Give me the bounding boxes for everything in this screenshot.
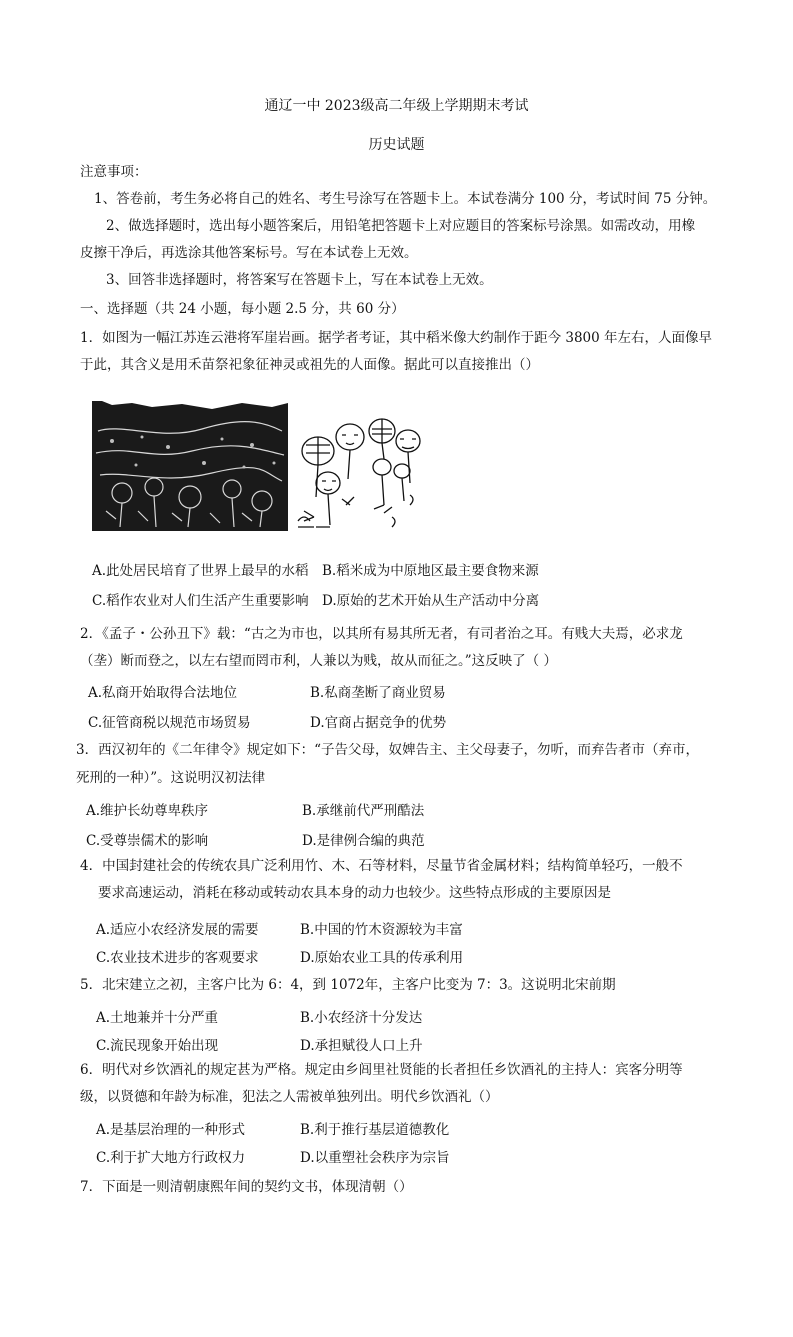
- question-text: 级，以贤德和年龄为标准，犯法之人需被单独列出。明代乡饮酒礼（）: [80, 1089, 499, 1105]
- question-text: 7．下面是一则清朝康熙年间的契约文书，体现清朝（）: [80, 1179, 413, 1195]
- exam-subject: 历史试题: [368, 137, 425, 153]
- question-text: 1．如图为一幅江苏连云港将军崖岩画。据学者考证，其中稻米像大约制作于距今 3800 年左右，人面像早: [80, 330, 713, 346]
- notice-item: 2、做选择题时，选出每小题答案后，用铅笔把答题卡上对应题目的答案标号涂黑。如需改动，用橡: [106, 218, 696, 234]
- option-b[interactable]: B.稻米成为中原地区最主要食物来源: [322, 563, 539, 579]
- notice-item: 皮擦干净后，再选涂其他答案标号。写在本试卷上无效。: [80, 245, 418, 261]
- option-d[interactable]: D.是律例合编的典范: [302, 833, 425, 849]
- option-d[interactable]: D.以重塑社会秩序为宗旨: [300, 1150, 450, 1166]
- question-text: 5．北宋建立之初，主客户比为 6：4，到 1072年，主客户比变为 7：3。这说明北宋前期: [80, 977, 616, 993]
- question-text: 3．西汉初年的《二年律令》规定如下：“子告父母，奴婢告主、主父母妻子，勿听，而弃告者市（弃市，: [76, 742, 699, 758]
- notice-heading: 注意事项：: [80, 164, 148, 180]
- option-b[interactable]: B.私商垄断了商业贸易: [310, 685, 446, 701]
- section-heading: 一、选择题（共 24 小题，每小题 2.5 分，共 60 分）: [80, 301, 405, 317]
- option-d[interactable]: D.原始的艺术开始从生产活动中分离: [322, 593, 540, 609]
- option-d[interactable]: D.原始农业工具的传承利用: [300, 950, 464, 966]
- notice-item: 1、答卷前，考生务必将自己的姓名、考生号涂写在答题卡上。本试卷满分 100 分，考试时间 75 分钟。: [94, 191, 717, 207]
- option-a[interactable]: A.是基层治理的一种形式: [96, 1122, 246, 1138]
- exam-title: 通辽一中 2023级高二年级上学期期末考试: [264, 98, 529, 114]
- option-c[interactable]: C.流民现象开始出现: [96, 1038, 219, 1054]
- question-text: 要求高速运动，消耗在移动或转动农具本身的动力也较少。这些特点形成的主要原因是: [98, 885, 611, 901]
- option-d[interactable]: D.官商占据竞争的优势: [310, 715, 447, 731]
- option-b[interactable]: B.中国的竹木资源较为丰富: [300, 922, 463, 938]
- rock-painting-figure: [92, 401, 422, 533]
- question-text: 于此，其含义是用禾苗祭祀象征神灵或祖先的人面像。据此可以直接推出（）: [80, 357, 539, 373]
- question-text: 死刑的一种）”。这说明汉初法律: [76, 770, 266, 786]
- option-b[interactable]: B.利于推行基层道德教化: [300, 1122, 450, 1138]
- option-a[interactable]: A.此处居民培育了世界上最早的水稻: [92, 563, 309, 579]
- option-a[interactable]: A.适应小农经济发展的需要: [96, 922, 259, 938]
- option-a[interactable]: A.维护长幼尊卑秩序: [86, 803, 209, 819]
- question-text: 4．中国封建社会的传统农具广泛利用竹、木、石等材料，尽量节省金属材料；结构简单轻巧，一般不: [80, 858, 683, 874]
- option-a[interactable]: A.私商开始取得合法地位: [88, 685, 238, 701]
- option-c[interactable]: C.农业技术进步的客观要求: [96, 950, 259, 966]
- option-c[interactable]: C.受尊崇儒术的影响: [86, 833, 209, 849]
- option-c[interactable]: C.稻作农业对人们生活产生重要影响: [92, 593, 309, 609]
- question-text: 6．明代对乡饮酒礼的规定甚为严格。规定由乡闾里社贤能的长者担任乡饮酒礼的主持人：宾客分明等: [80, 1062, 683, 1078]
- question-text: （垄）断而登之，以左右望而罔市利，人兼以为贱，故从而征之。”这反映了（ ）: [80, 653, 557, 669]
- option-a[interactable]: A.土地兼并十分严重: [96, 1010, 219, 1026]
- rock-painting-image: [92, 401, 422, 533]
- question-text: 2．《孟子・公孙丑下》载：“古之为市也，以其所有易其所无者，有司者治之耳。有贱大夫焉，必求龙: [80, 626, 683, 642]
- option-c[interactable]: C.利于扩大地方行政权力: [96, 1150, 246, 1166]
- option-b[interactable]: B.小农经济十分发达: [300, 1010, 423, 1026]
- notice-item: 3、回答非选择题时，将答案写在答题卡上，写在本试卷上无效。: [106, 272, 493, 288]
- option-c[interactable]: C.征管商税以规范市场贸易: [88, 715, 251, 731]
- option-b[interactable]: B.承继前代严刑酷法: [302, 803, 425, 819]
- option-d[interactable]: D.承担赋役人口上升: [300, 1038, 423, 1054]
